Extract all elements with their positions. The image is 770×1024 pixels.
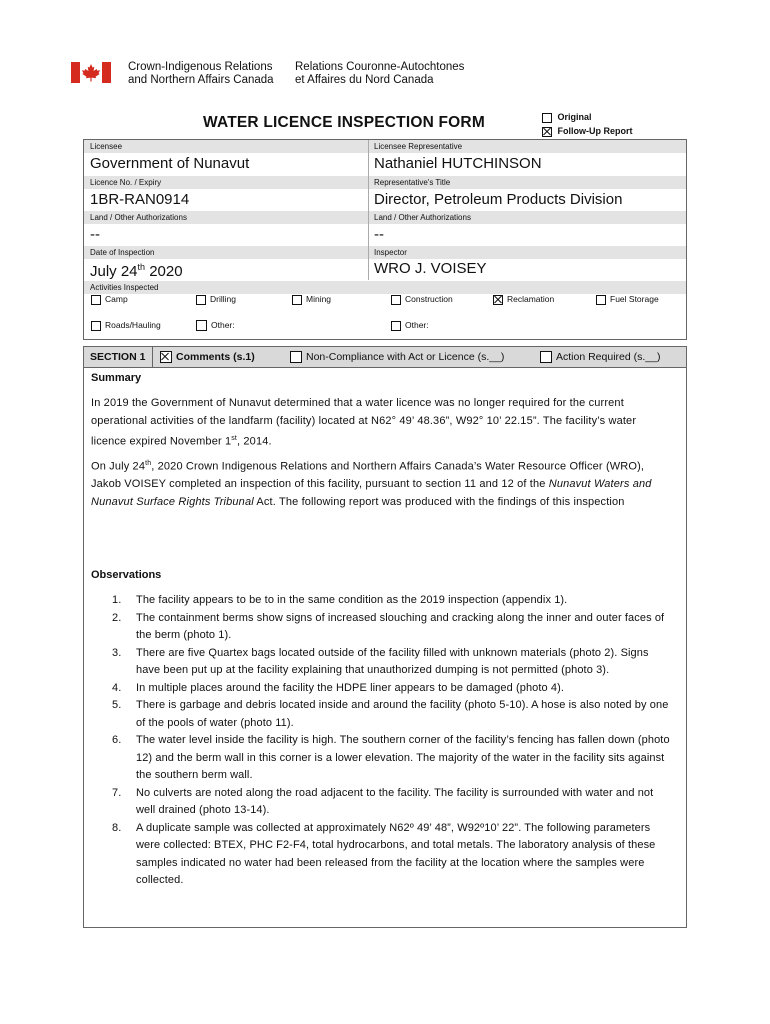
original-checkbox[interactable] [542,113,552,123]
activity-drilling[interactable]: Drilling [196,294,236,305]
land-auth-field-left[interactable]: -- [90,226,100,243]
licence-label: Licence No. / Expiry [90,178,162,187]
department-name-fr: Relations Couronne-Autochtones et Affaires du Nord Canada [295,61,465,86]
original-option[interactable]: Original [542,112,592,123]
list-item: 7. No culverts are noted along the road adjacent to the facility. The facility is surrounded with water and not well drained (photo 13-14). [112,786,654,816]
land-auth-label-left: Land / Other Authorizations [90,213,187,222]
rep-title-field[interactable]: Director, Petroleum Products Division [374,191,623,208]
licence-field[interactable]: 1BR-RAN0914 [90,191,190,208]
list-item: 1. The facility appears to be to in the same condition as the 2019 inspection (appendix 1). [112,594,568,606]
column-divider [368,140,369,280]
section-label: SECTION 1 [90,351,146,363]
form-title: WATER LICENCE INSPECTION FORM [203,114,485,131]
list-item: 8. A duplicate sample was collected at approximately N62º 49’ 48”, W92º10’ 22”. The following parameters were collected: BTEX, PHC F2-F4, total hydrocarbons, and total metals. The laboratory analysis of these samples indicated no water had been released from the facility at the location where the samples were collected. [112,821,656,886]
rep-title-label: Representative's Title [374,178,451,187]
section-divider [152,347,153,367]
licensee-field[interactable]: Government of Nunavut [90,155,250,172]
land-auth-label-right: Land / Other Authorizations [374,213,471,222]
list-item: 5. There is garbage and debris located inside and around the facility (photo 5-10). A hose is also noted by one of the pools of water (photo 11). [112,699,669,729]
observations-list [110,592,675,890]
canada-flag-icon [71,62,111,83]
activity-construction[interactable]: Construction [391,294,453,305]
department-name-en: Crown-Indigenous Relations and Northern Affairs Canada [128,61,274,86]
summary-paragraph-2: On July 24th, 2020 Crown Indigenous Relations and Northern Affairs Canada’s Water Resource Officer (WRO), Jakob VOISEY completed an inspection of this facility, pursuant to section 11 and 12 of the Nunavut Waters and Nunavut Surface Rights Tribunal Act. The following report was produced with the findings of this inspection [91,460,652,508]
licensee-label: Licensee [90,142,123,151]
list-item: 6. The water level inside the facility is high. The southern corner of the facility’s fencing has fallen down (photo 12) and the berm wall in this corner is a lower elevation. The majority of the water in the facility sits against the southern berm wall. [112,734,670,781]
row5-label-band [84,281,686,294]
noncompliance-option[interactable]: Non-Compliance with Act or Licence (s.__) [290,351,504,363]
observations-heading: Observations [91,569,162,581]
activity-fuel-storage[interactable]: Fuel Storage [596,294,659,305]
list-item: 3. There are five Quartex bags located outside of the facility filled with unknown materials (photo 2). Signs have been put up at the facility explaining that unauthorized dumping is not permitted (photo 3). [112,646,649,676]
activity-roads-hauling[interactable]: Roads/Hauling [91,320,161,331]
summary-paragraph-1: In 2019 the Government of Nunavut determined that a water licence was no longer required for the current operational activities of the landfarm (facility) located at N62° 49’ 48.36”, W92° 10’ 22.15”. The facility’s water licence expired November 1st, 2014. [91,397,637,448]
inspector-field[interactable]: WRO J. VOISEY [374,260,487,277]
representative-label: Licensee Representative [374,142,463,151]
activity-camp[interactable]: Camp [91,294,128,305]
comments-option[interactable]: Comments (s.1) [160,351,255,363]
activity-reclamation[interactable]: Reclamation [493,294,554,305]
activities-label: Activities Inspected [90,283,159,292]
date-field[interactable]: July 24th 2020 [90,262,183,280]
activity-other-2[interactable]: Other: [391,320,429,331]
list-item: 2. The containment berms show signs of increased slouching and cracking along the inner and outer faces of the berm (photo 1). [112,611,665,641]
date-label: Date of Inspection [90,248,155,257]
follow-up-option[interactable]: Follow-Up Report [542,126,633,137]
representative-field[interactable]: Nathaniel HUTCHINSON [374,155,542,172]
activity-other-1[interactable]: Other: [196,320,235,331]
summary-heading: Summary [91,372,142,384]
action-required-option[interactable]: Action Required (s.__) [540,351,660,363]
list-item: 4. In multiple places around the facility the HDPE liner appears to be damaged (photo 4). [112,681,565,694]
activity-mining[interactable]: Mining [292,294,331,305]
inspector-label: Inspector [374,248,407,257]
land-auth-field-right[interactable]: -- [374,226,384,243]
follow-up-checkbox[interactable] [542,127,552,137]
